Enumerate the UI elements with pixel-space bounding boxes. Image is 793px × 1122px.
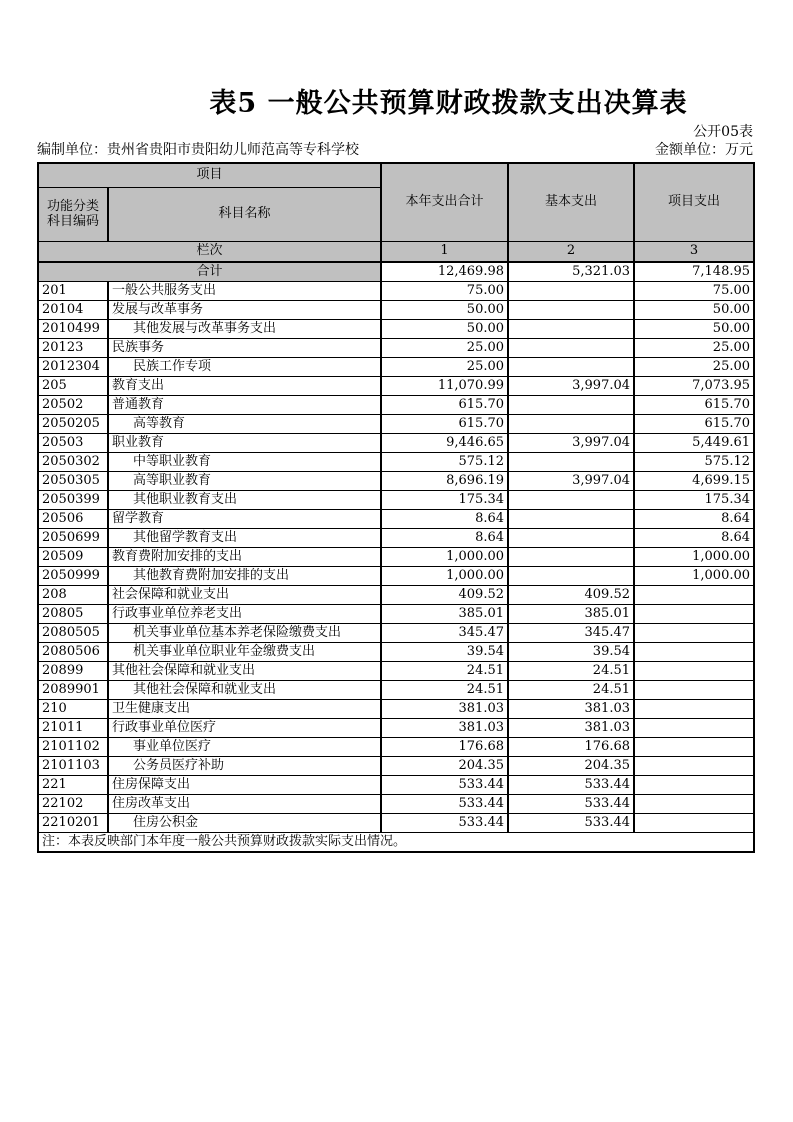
subject-name-cell: 高等教育 [108,415,381,434]
project-expense-cell: 25.00 [634,358,754,377]
project-expense-cell: 4,699.15 [634,472,754,491]
table-header [38,163,754,262]
amount-unit-label: 金额单位：万元 [655,142,753,159]
subject-name-cell: 机关事业单位基本养老保险缴费支出 [108,624,381,643]
subject-name-cell: 民族工作专项 [108,358,381,377]
total-expense-cell: 533.44 [381,814,508,833]
function-code-cell: 2101102 [38,738,108,757]
project-expense-cell [634,738,754,757]
project-expense-cell: 50.00 [634,301,754,320]
total-row-total: 12,469.98 [381,262,508,282]
project-expense-cell: 50.00 [634,320,754,339]
basic-expense-cell: 39.54 [508,643,634,662]
subject-name-cell: 一般公共服务支出 [108,282,381,301]
total-expense-cell: 24.51 [381,681,508,700]
header-lane-3: 3 [634,242,754,263]
subject-name-cell: 公务员医疗补助 [108,757,381,776]
total-expense-cell: 50.00 [381,320,508,339]
total-expense-cell: 175.34 [381,491,508,510]
project-expense-cell [634,605,754,624]
function-code-cell: 20506 [38,510,108,529]
table-row [38,624,754,643]
subject-name-cell: 其他留学教育支出 [108,529,381,548]
table-row [38,510,754,529]
table-row [38,396,754,415]
function-code-cell: 20899 [38,662,108,681]
subject-name-cell: 住房改革支出 [108,795,381,814]
header-function-code-line1: 功能分类 [46,198,99,214]
basic-expense-cell: 381.03 [508,700,634,719]
function-code-cell: 205 [38,377,108,396]
basic-expense-cell [508,491,634,510]
meta-area [37,124,753,160]
prepared-by-label: 编制单位：贵州省贵阳市贵阳幼儿师范高等专科学校 [37,142,359,159]
form-code: 公开05表 [693,124,753,141]
basic-expense-cell: 533.44 [508,795,634,814]
table-row [38,320,754,339]
function-code-cell: 2080506 [38,643,108,662]
basic-expense-cell: 3,997.04 [508,434,634,453]
total-expense-cell: 1,000.00 [381,548,508,567]
total-expense-cell: 11,070.99 [381,377,508,396]
basic-expense-cell [508,301,634,320]
table-row [38,529,754,548]
total-expense-cell: 381.03 [381,700,508,719]
total-expense-cell: 24.51 [381,662,508,681]
function-code-cell: 20104 [38,301,108,320]
table-row [38,339,754,358]
total-expense-cell: 8,696.19 [381,472,508,491]
total-expense-cell: 25.00 [381,339,508,358]
expenditure-table [37,162,755,853]
project-expense-cell: 575.12 [634,453,754,472]
function-code-cell: 20502 [38,396,108,415]
total-expense-cell: 8.64 [381,529,508,548]
total-expense-cell: 409.52 [381,586,508,605]
table-row [38,567,754,586]
function-code-cell: 2050999 [38,567,108,586]
table-row [38,453,754,472]
table-row [38,605,754,624]
table-row [38,377,754,396]
project-expense-cell: 1,000.00 [634,548,754,567]
project-expense-cell: 615.70 [634,415,754,434]
project-expense-cell: 175.34 [634,491,754,510]
subject-name-cell: 职业教育 [108,434,381,453]
header-lane-2: 2 [508,242,634,263]
header-function-code [38,188,108,242]
basic-expense-cell: 24.51 [508,681,634,700]
total-expense-cell: 381.03 [381,719,508,738]
table-note: 注：本表反映部门本年度一般公共预算财政拨款实际支出情况。 [38,833,754,853]
subject-name-cell: 卫生健康支出 [108,700,381,719]
subject-name-cell: 事业单位医疗 [108,738,381,757]
project-expense-cell [634,776,754,795]
basic-expense-cell: 533.44 [508,814,634,833]
project-expense-cell: 615.70 [634,396,754,415]
basic-expense-cell [508,396,634,415]
table-row [38,491,754,510]
function-code-cell: 2089901 [38,681,108,700]
header-col-total: 本年支出合计 [381,163,508,242]
total-expense-cell: 1,000.00 [381,567,508,586]
header-lane-1: 1 [381,242,508,263]
total-expense-cell: 9,446.65 [381,434,508,453]
subject-name-cell: 其他发展与改革事务支出 [108,320,381,339]
table-row [38,795,754,814]
total-row [38,262,754,282]
total-expense-cell: 25.00 [381,358,508,377]
total-expense-cell: 345.47 [381,624,508,643]
total-expense-cell: 8.64 [381,510,508,529]
note-row [38,833,754,853]
basic-expense-cell [508,510,634,529]
total-row-label: 合计 [38,262,381,282]
subject-name-cell: 其他社会保障和就业支出 [108,662,381,681]
basic-expense-cell [508,453,634,472]
subject-name-cell: 教育支出 [108,377,381,396]
basic-expense-cell: 176.68 [508,738,634,757]
function-code-cell: 20503 [38,434,108,453]
project-expense-cell [634,700,754,719]
function-code-cell: 2050399 [38,491,108,510]
project-expense-cell: 8.64 [634,529,754,548]
total-expense-cell: 385.01 [381,605,508,624]
basic-expense-cell: 345.47 [508,624,634,643]
total-expense-cell: 50.00 [381,301,508,320]
basic-expense-cell: 3,997.04 [508,377,634,396]
header-lane-label: 栏次 [38,242,381,263]
table-row [38,282,754,301]
total-expense-cell: 204.35 [381,757,508,776]
function-code-cell: 2210201 [38,814,108,833]
project-expense-cell [634,795,754,814]
subject-name-cell: 发展与改革事务 [108,301,381,320]
basic-expense-cell: 24.51 [508,662,634,681]
function-code-cell: 210 [38,700,108,719]
basic-expense-cell: 381.03 [508,719,634,738]
project-expense-cell [634,624,754,643]
total-expense-cell: 533.44 [381,776,508,795]
project-expense-cell [634,719,754,738]
total-row-project: 7,148.95 [634,262,754,282]
subject-name-cell: 其他社会保障和就业支出 [108,681,381,700]
basic-expense-cell [508,339,634,358]
header-subject-name: 科目名称 [108,188,381,242]
project-expense-cell: 7,073.95 [634,377,754,396]
basic-expense-cell [508,282,634,301]
subject-name-cell: 中等职业教育 [108,453,381,472]
function-code-cell: 2050302 [38,453,108,472]
subject-name-cell: 住房公积金 [108,814,381,833]
total-expense-cell: 575.12 [381,453,508,472]
basic-expense-cell [508,529,634,548]
table-row [38,415,754,434]
header-col-basic: 基本支出 [508,163,634,242]
subject-name-cell: 高等职业教育 [108,472,381,491]
basic-expense-cell [508,358,634,377]
project-expense-cell [634,586,754,605]
function-code-cell: 208 [38,586,108,605]
function-code-cell: 20805 [38,605,108,624]
subject-name-cell: 机关事业单位职业年金缴费支出 [108,643,381,662]
total-expense-cell: 533.44 [381,795,508,814]
project-expense-cell: 25.00 [634,339,754,358]
table-row [38,719,754,738]
function-code-cell: 2012304 [38,358,108,377]
function-code-cell: 20123 [38,339,108,358]
basic-expense-cell: 385.01 [508,605,634,624]
subject-name-cell: 其他职业教育支出 [108,491,381,510]
basic-expense-cell: 533.44 [508,776,634,795]
subject-name-cell: 其他教育费附加安排的支出 [108,567,381,586]
header-col-project: 项目支出 [634,163,754,242]
total-row-basic: 5,321.03 [508,262,634,282]
table-row [38,757,754,776]
function-code-cell: 2010499 [38,320,108,339]
project-expense-cell [634,681,754,700]
function-code-cell: 2080505 [38,624,108,643]
table-row [38,434,754,453]
page-title: 表5 一般公共预算财政拨款支出决算表 [209,88,688,119]
subject-name-cell: 教育费附加安排的支出 [108,548,381,567]
project-expense-cell [634,757,754,776]
table-row [38,776,754,795]
subject-name-cell: 留学教育 [108,510,381,529]
subject-name-cell: 行政事业单位养老支出 [108,605,381,624]
table-row [38,738,754,757]
project-expense-cell: 8.64 [634,510,754,529]
subject-name-cell: 民族事务 [108,339,381,358]
project-expense-cell [634,814,754,833]
project-expense-cell: 75.00 [634,282,754,301]
basic-expense-cell [508,567,634,586]
project-expense-cell [634,662,754,681]
function-code-cell: 21011 [38,719,108,738]
function-code-cell: 221 [38,776,108,795]
subject-name-cell: 普通教育 [108,396,381,415]
function-code-cell: 20509 [38,548,108,567]
project-expense-cell: 1,000.00 [634,567,754,586]
table-row [38,586,754,605]
function-code-cell: 2050205 [38,415,108,434]
table-row [38,472,754,491]
function-code-cell: 2050305 [38,472,108,491]
basic-expense-cell: 409.52 [508,586,634,605]
basic-expense-cell [508,320,634,339]
subject-name-cell: 行政事业单位医疗 [108,719,381,738]
function-code-cell: 2101103 [38,757,108,776]
total-expense-cell: 615.70 [381,415,508,434]
total-expense-cell: 176.68 [381,738,508,757]
table-row [38,700,754,719]
table-row [38,643,754,662]
subject-name-cell: 住房保障支出 [108,776,381,795]
table-row [38,662,754,681]
header-function-code-line2: 科目编码 [46,213,99,229]
total-expense-cell: 615.70 [381,396,508,415]
table-row [38,358,754,377]
table-row [38,814,754,833]
function-code-cell: 22102 [38,795,108,814]
subject-name-cell: 社会保障和就业支出 [108,586,381,605]
total-expense-cell: 75.00 [381,282,508,301]
basic-expense-cell: 3,997.04 [508,472,634,491]
header-project-group: 项目 [38,163,381,188]
table-body [38,262,754,852]
basic-expense-cell: 204.35 [508,757,634,776]
table-row [38,548,754,567]
project-expense-cell: 5,449.61 [634,434,754,453]
basic-expense-cell [508,415,634,434]
total-expense-cell: 39.54 [381,643,508,662]
table-row [38,301,754,320]
table-row [38,681,754,700]
project-expense-cell [634,643,754,662]
basic-expense-cell [508,548,634,567]
function-code-cell: 201 [38,282,108,301]
function-code-cell: 2050699 [38,529,108,548]
